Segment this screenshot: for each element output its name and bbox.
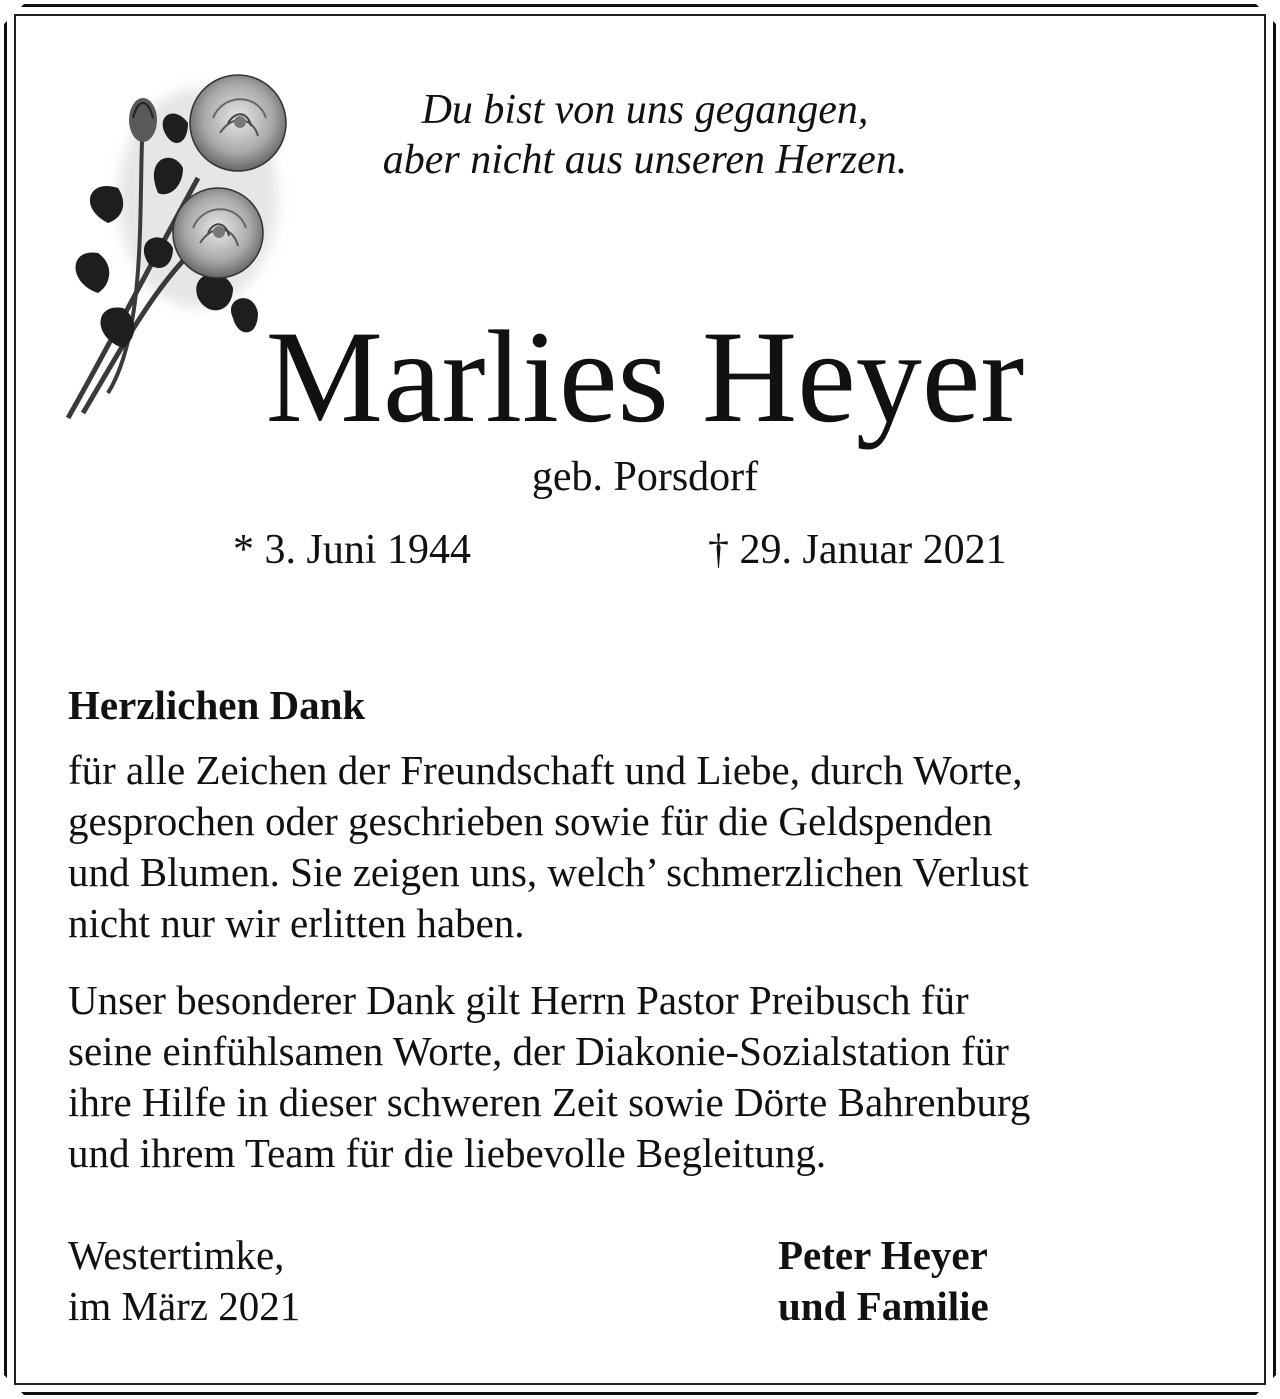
verse-line-1: Du bist von uns gegangen, xyxy=(421,87,869,133)
deceased-name: Marlies Heyer xyxy=(265,303,1025,450)
verse-line-2: aber nicht aus unseren Herzen. xyxy=(382,137,908,183)
thanks-paragraph-2: Unser besonderer Dank gilt Herrn Pastor Preibusch für seine einfühlsamen Worte, der Diakonie-Sozialstation für ihre Hilfe in dieser schweren Zeit sowie Dörte Bahrenburg und ihrem Team für die liebevolle Begleitung. xyxy=(68,977,1031,1176)
place-and-date: Westertimke, im März 2021 xyxy=(68,1232,301,1329)
maiden-name: geb. Porsdorf xyxy=(531,454,759,500)
thanks-paragraph-1: für alle Zeichen der Freundschaft und Liebe, durch Worte, gesprochen oder geschrieben sowie für die Geldspenden und Blumen. Sie zeigen uns, welch’ schmerzlichen Verlust nicht nur wir erlitten haben. xyxy=(68,747,1029,946)
signature: Peter Heyer und Familie xyxy=(778,1232,989,1329)
birth-date: * 3. Juni 1944 xyxy=(233,527,472,573)
thanks-heading: Herzlichen Dank xyxy=(68,682,366,728)
death-date: † 29. Januar 2021 xyxy=(708,527,1007,573)
